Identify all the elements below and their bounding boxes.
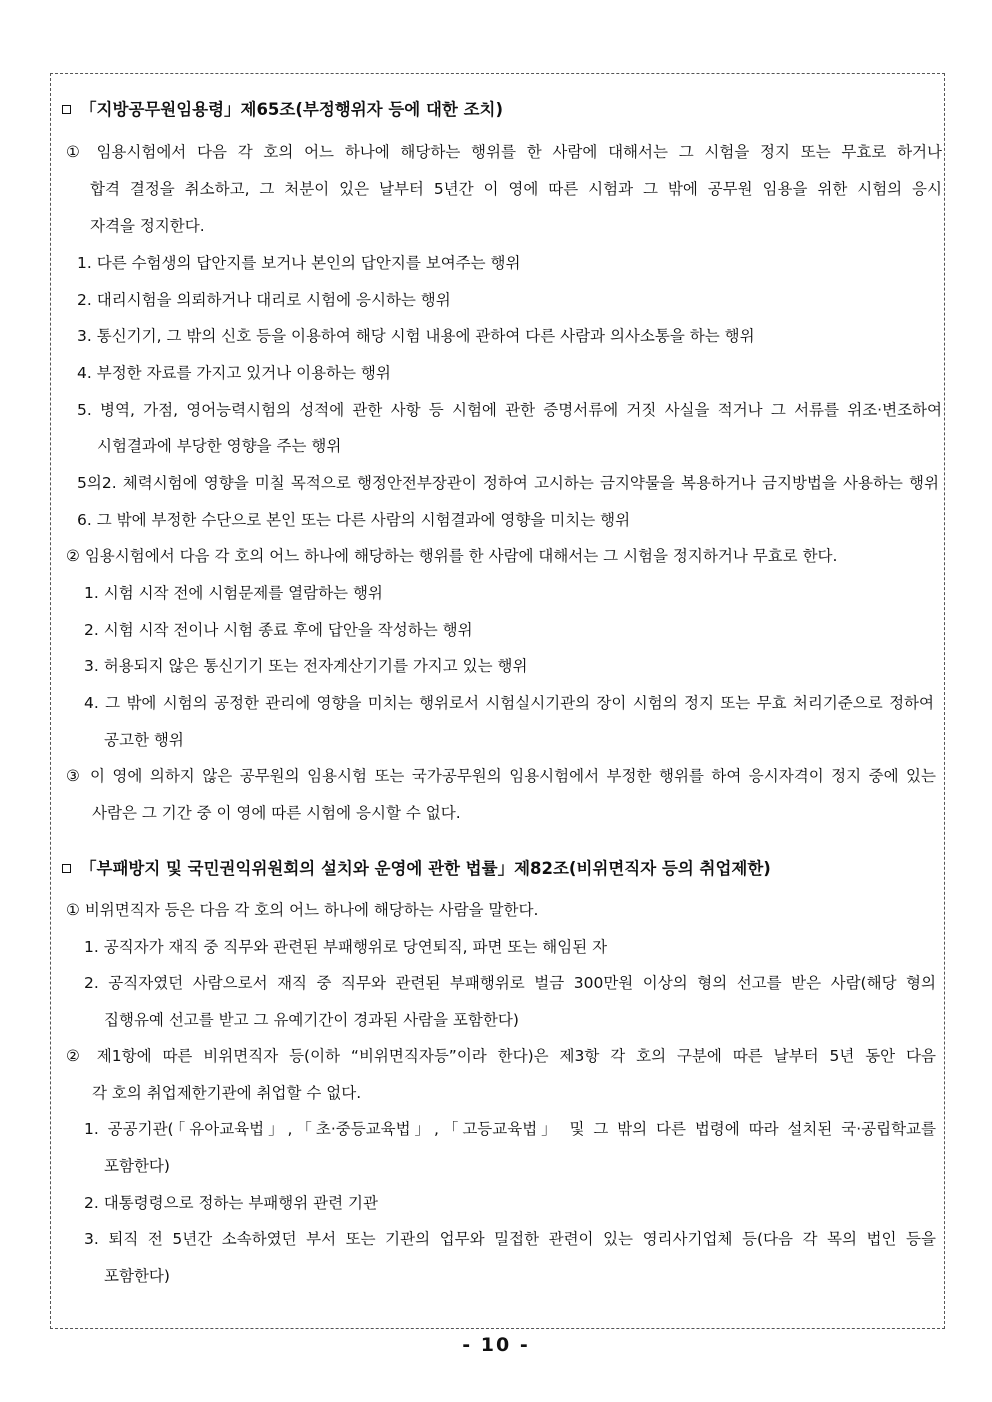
s1-p2-item3: 3. 허용되지 않은 통신기기 또는 전자계산기기를 가지고 있는 행위 (84, 657, 528, 675)
s2-p1-item2-line1: 2. 공직자였던 사람으로서 재직 중 직무와 관련된 부패행위로 벌금 300만원 이상의 형의 선고를 받은 사람(해당 형의 (84, 974, 936, 992)
s1-p1-item4: 4. 부정한 자료를 가지고 있거나 이용하는 행위 (77, 364, 391, 382)
s1-p1-item2: 2. 대리시험을 의뢰하거나 대리로 시험에 응시하는 행위 (77, 291, 451, 309)
s1-p1-item6: 6. 그 밖에 부정한 수단으로 본인 또는 다른 사람의 시험결과에 영향을 미치는 행위 (77, 511, 631, 529)
section2-heading-text: 「부패방지 및 국민권익위원회의 설치와 운영에 관한 법률」제82조(비위면직자 등의 취업제한) (80, 859, 771, 878)
s1-p1-item5-2: 5의2. 체력시험에 영향을 미칠 목적으로 행정안전부장관이 정하여 고시하는 금지약물을 복용하거나 금지방법을 사용하는 행위 (77, 474, 939, 492)
section1-heading-text: 「지방공무원임용령」제65조(부정행위자 등에 대한 조치) (80, 100, 503, 119)
s1-p1-line2: 합격 결정을 취소하고, 그 처분이 있은 날부터 5년간 이 영에 따른 시험과 그 밖에 공무원 임용을 위한 시험의 응시 (90, 180, 942, 198)
s2-p2-line1: ② 제1항에 따른 비위면직자 등(이하 “비위면직자등”이라 한다)은 제3항 각 호의 구분에 따른 날부터 5년 동안 다음 (66, 1047, 936, 1065)
s1-p3-line2: 사람은 그 기간 중 이 영에 따른 시험에 응시할 수 없다. (92, 804, 461, 822)
s1-p2-item4-line2: 공고한 행위 (104, 731, 184, 749)
s1-p1-item5-line2: 시험결과에 부당한 영향을 주는 행위 (97, 437, 342, 455)
square-bullet-icon (62, 864, 71, 873)
section2-heading (62, 858, 771, 880)
s1-p1-line3: 자격을 정지한다. (90, 217, 205, 235)
s2-p1-item2-line2: 집행유예 선고를 받고 그 유예기간이 경과된 사람을 포함한다) (104, 1011, 519, 1029)
s1-p2-item1: 1. 시험 시작 전에 시험문제를 열람하는 행위 (84, 584, 383, 602)
s2-p2-item3-line1: 3. 퇴직 전 5년간 소속하였던 부서 또는 기관의 업무와 밀접한 관련이 있는 영리사기업체 등(다음 각 목의 법인 등을 (84, 1230, 936, 1248)
s1-p1-line1: ① 임용시험에서 다음 각 호의 어느 하나에 해당하는 행위를 한 사람에 대해서는 그 시험을 정지 또는 무효로 하거나 (66, 143, 942, 161)
s1-p1-item3: 3. 통신기기, 그 밖의 신호 등을 이용하여 해당 시험 내용에 관하여 다른 사람과 의사소통을 하는 행위 (77, 327, 755, 345)
s1-p1-item1: 1. 다른 수험생의 답안지를 보거나 본인의 답안지를 보여주는 행위 (77, 254, 521, 272)
s2-p2-item1-line1: 1. 공공기관(「유아교육법」,「초·중등교육법」,「고등교육법」 및 그 밖의 다른 법령에 따라 설치된 국·공립학교를 (84, 1120, 936, 1138)
s1-p3-line1: ③ 이 영에 의하지 않은 공무원의 임용시험 또는 국가공무원의 임용시험에서 부정한 행위를 하여 응시자격이 정지 중에 있는 (66, 767, 936, 785)
s2-p2-item3-line2: 포함한다) (104, 1267, 170, 1285)
page-number: - 10 - (462, 1334, 530, 1356)
section1-heading (62, 99, 503, 121)
s2-p2-item1-line2: 포함한다) (104, 1157, 170, 1175)
square-bullet-icon (62, 105, 71, 114)
s1-p2-line1: ② 임용시험에서 다음 각 호의 어느 하나에 해당하는 행위를 한 사람에 대해서는 그 시험을 정지하거나 무효로 한다. (66, 547, 838, 565)
s1-p2-item2: 2. 시험 시작 전이나 시험 종료 후에 답안을 작성하는 행위 (84, 621, 473, 639)
s2-p2-line2: 각 호의 취업제한기관에 취업할 수 없다. (92, 1084, 362, 1102)
s2-p1-line1: ① 비위면직자 등은 다음 각 호의 어느 하나에 해당하는 사람을 말한다. (66, 901, 539, 919)
s1-p2-item4-line1: 4. 그 밖에 시험의 공정한 관리에 영향을 미치는 행위로서 시험실시기관의 장이 시험의 정지 또는 무효 처리기준으로 정하여 (84, 694, 934, 712)
s2-p1-item1: 1. 공직자가 재직 중 직무와 관련된 부패행위로 당연퇴직, 파면 또는 해임된 자 (84, 938, 608, 956)
s1-p1-item5-line1: 5. 병역, 가점, 영어능력시험의 성적에 관한 사항 등 시험에 관한 증명서류에 거짓 사실을 적거나 그 서류를 위조·변조하여 (77, 401, 942, 419)
s2-p2-item2: 2. 대통령령으로 정하는 부패행위 관련 기관 (84, 1194, 378, 1212)
